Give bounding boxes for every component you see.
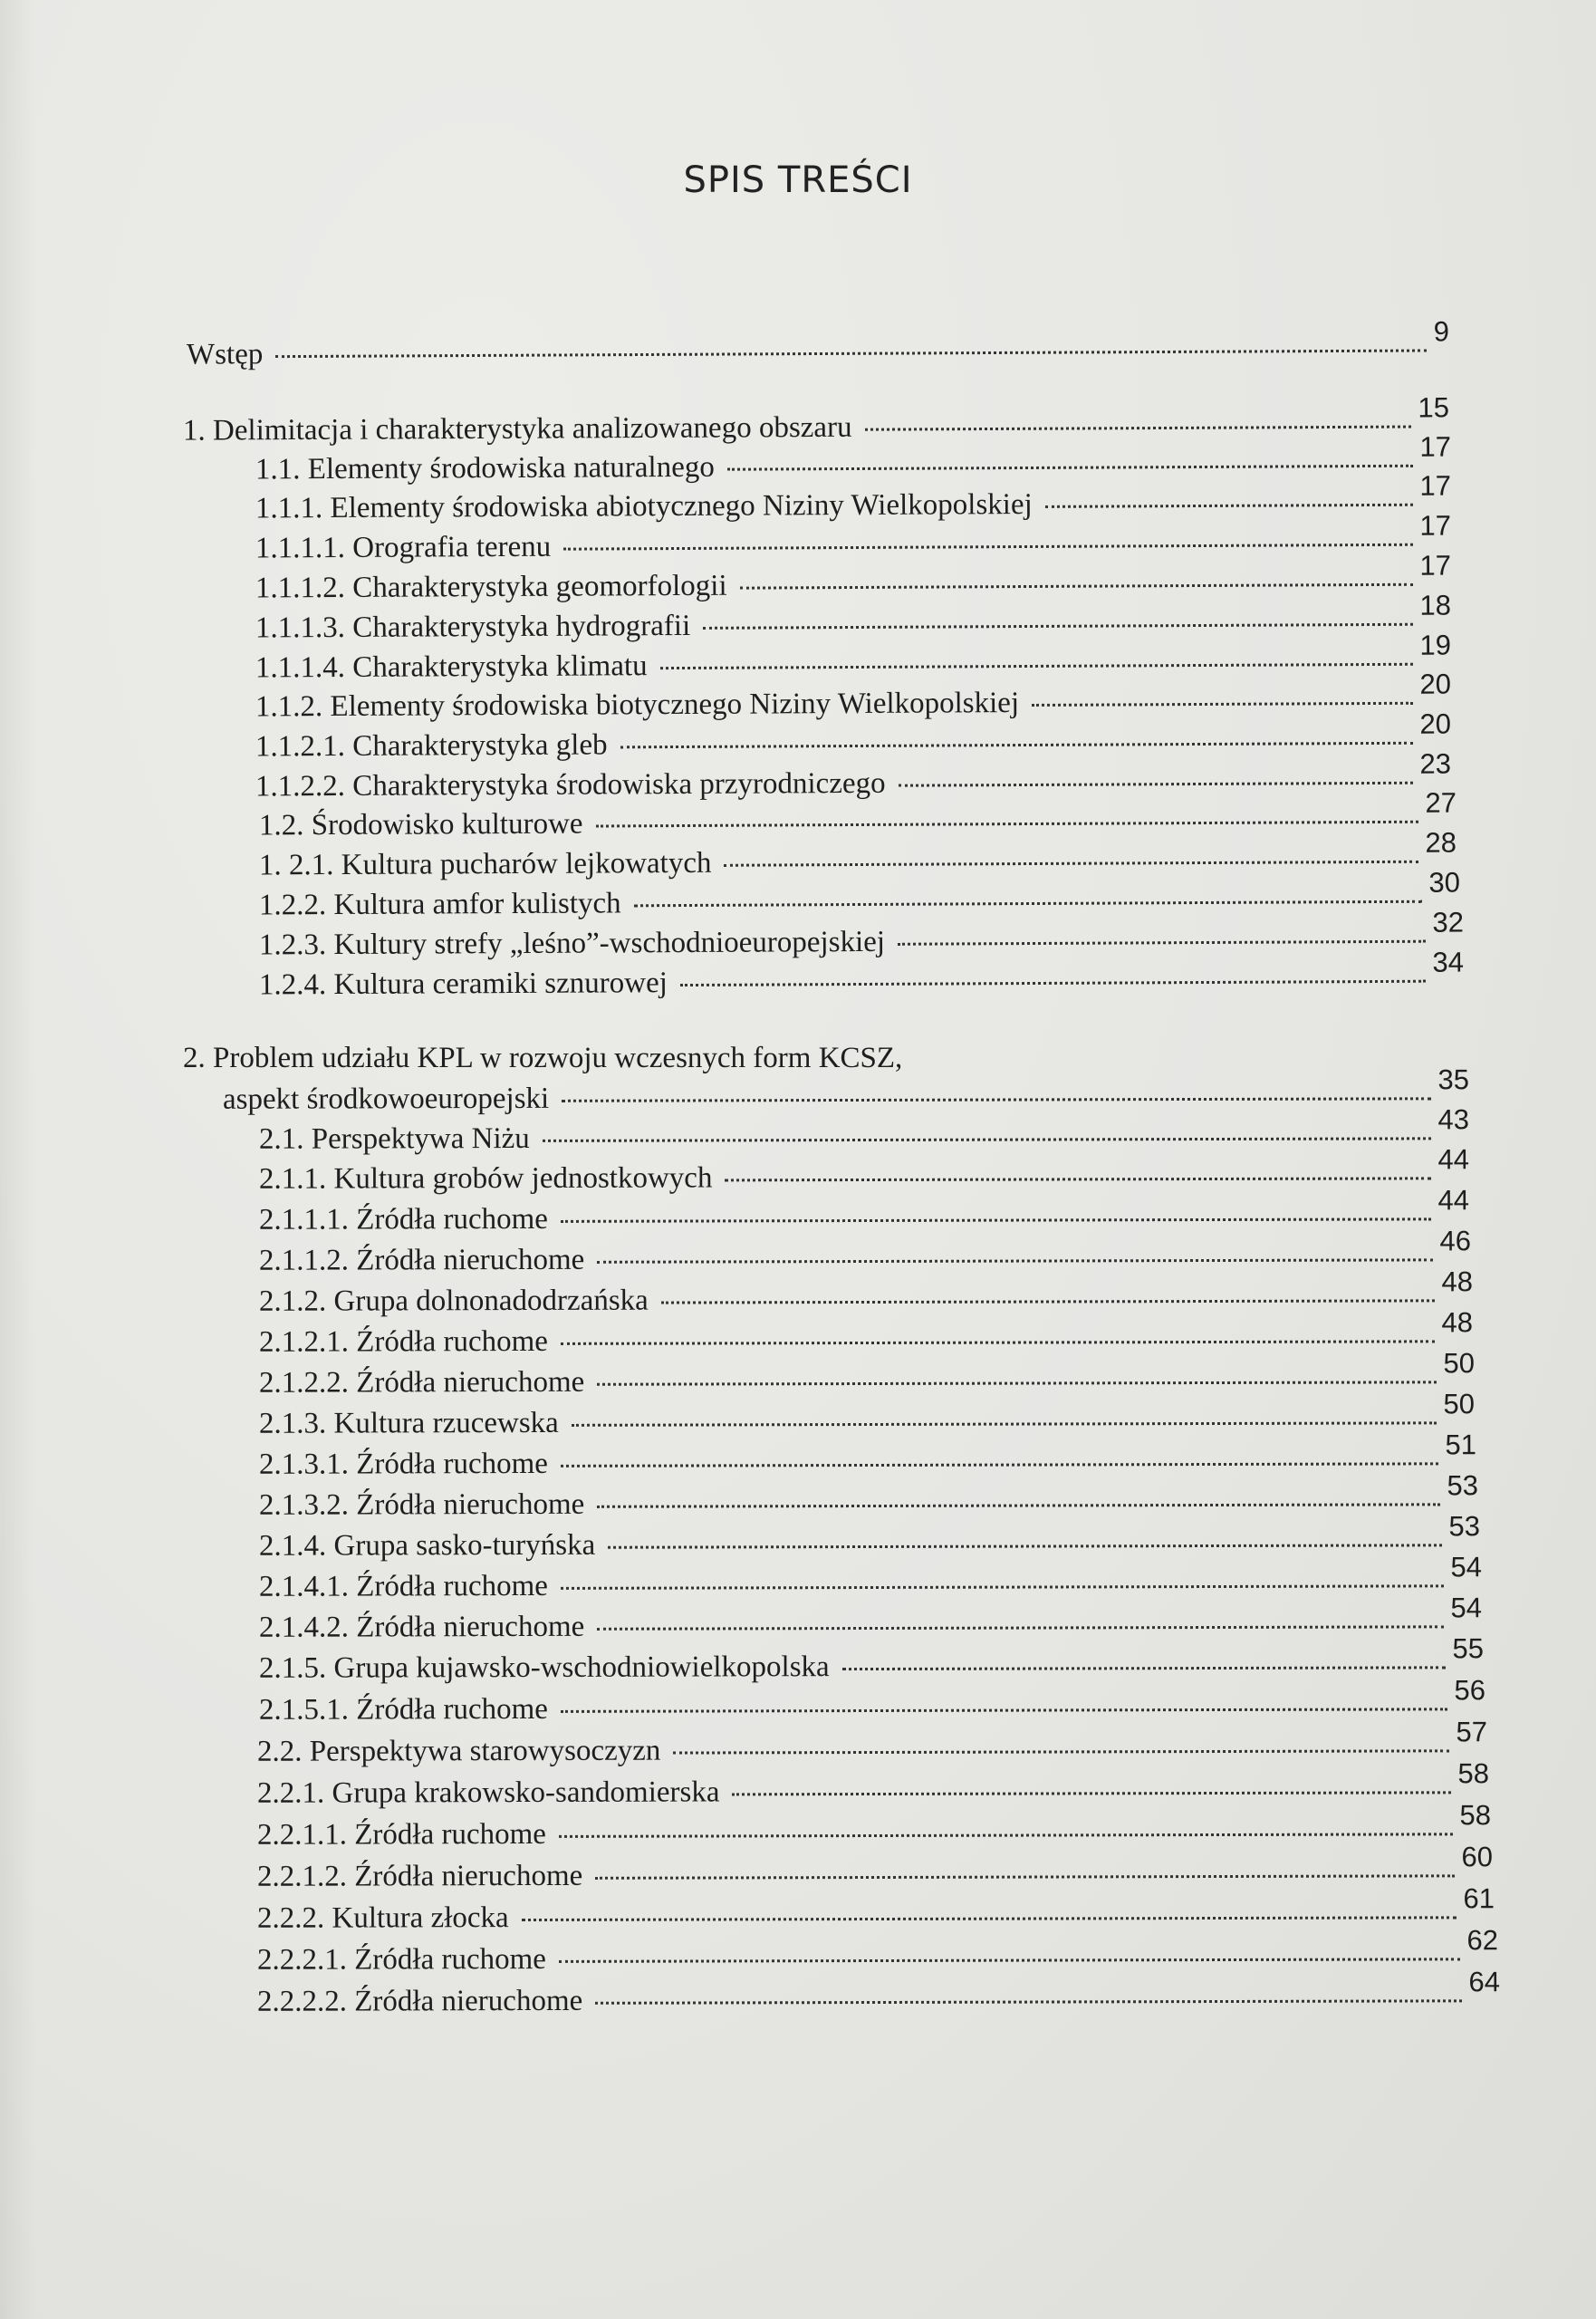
toc-entry <box>255 668 1451 725</box>
toc-entry-label: 2.1.2.1. Źródła ruchome <box>258 1324 548 1359</box>
toc-entry <box>255 747 1451 804</box>
toc-entry <box>258 1674 1485 1727</box>
toc-entry-page: 53 <box>1447 1469 1478 1502</box>
dot-leader <box>597 1503 1439 1507</box>
toc-entry-page: 57 <box>1456 1716 1487 1748</box>
dot-leader <box>562 1097 1430 1102</box>
toc-entry <box>258 946 1464 1003</box>
toc-entry <box>258 1103 1469 1156</box>
dot-leader <box>703 623 1412 630</box>
toc-entry-label: aspekt środkowoeuropejski <box>222 1082 550 1116</box>
toc-entry <box>182 391 1449 447</box>
toc-entry <box>258 1429 1476 1482</box>
dot-leader <box>561 1584 1444 1590</box>
toc-entry-label: 1.1.1.1. Orografia terenu <box>255 530 552 565</box>
toc-entry-page: 48 <box>1441 1306 1473 1339</box>
page-title: SPIS TREŚCI <box>683 159 913 201</box>
dot-leader <box>725 1177 1430 1181</box>
toc-entry <box>258 1510 1480 1564</box>
dot-leader <box>595 1874 1454 1879</box>
toc-entry <box>256 1966 1500 2019</box>
toc-entry-label: 2.1.5.1. Źródła ruchome <box>258 1692 548 1727</box>
dot-leader <box>543 1137 1431 1142</box>
toc-entry <box>258 1469 1478 1523</box>
toc-entry-label: 2.2.1.2. Źródła nieruchome <box>256 1859 583 1893</box>
toc-entry-label: 1.2.2. Kultura amfor kulistych <box>258 887 621 922</box>
toc-entry <box>186 315 1449 371</box>
toc-entry-page: 56 <box>1454 1674 1485 1707</box>
dot-leader <box>660 663 1413 669</box>
dot-leader <box>561 1340 1435 1345</box>
toc-entry <box>255 629 1451 686</box>
toc-entry-label: 2.2.2.2. Źródła nieruchome <box>256 1984 583 2018</box>
dot-leader <box>865 426 1411 431</box>
toc-entry <box>258 1184 1469 1236</box>
toc-entry-label: 2.1. Perspektywa Niżu <box>258 1121 530 1156</box>
toc-entry-label: 1.1.1.4. Charakterystyka klimatu <box>255 650 648 685</box>
toc-entry-label: 2.1.4.1. Źródła ruchome <box>258 1569 548 1603</box>
toc-entry-label: 2.1.1.2. Źródła nieruchome <box>258 1243 585 1277</box>
toc-entry-label: 2.1.3. Kultura rzucewska <box>258 1406 559 1440</box>
toc-entry-label: 1.1.1.3. Charakterystyka hydrografii <box>255 609 691 645</box>
toc-entry-label: 2.2.1. Grupa krakowsko-sandomierska <box>256 1775 720 1810</box>
toc-entry <box>255 549 1451 606</box>
toc-entry-page: 20 <box>1419 668 1451 700</box>
toc-entry-page: 44 <box>1437 1143 1469 1176</box>
dot-leader <box>634 900 1422 908</box>
toc-entry <box>258 826 1457 883</box>
dot-leader <box>661 1299 1435 1304</box>
dot-leader <box>561 1708 1447 1713</box>
dot-leader <box>1045 504 1413 508</box>
toc-entry-label: 1.1.1. Elementy środowiska abiotycznego Niziny Wielkopolskiej <box>255 487 1033 525</box>
toc-entry-label: 2. Problem udziału KPL w rozwoju wczesnych form KCSZ, <box>183 1042 903 1074</box>
toc-entry-page: 58 <box>1459 1799 1491 1832</box>
toc-entry-label: 2.2. Perspektywa starowysoczyzn <box>256 1734 661 1768</box>
toc-entry-label: 2.2.2. Kultura złocka <box>256 1901 509 1935</box>
toc-entry-page: 58 <box>1457 1757 1489 1790</box>
toc-entry-page: 23 <box>1419 747 1451 780</box>
toc-entry-page: 19 <box>1419 629 1451 661</box>
dot-leader <box>596 821 1418 828</box>
toc-entry <box>256 1924 1498 1977</box>
toc-entry-page: 64 <box>1468 1966 1500 1998</box>
toc-entry <box>258 906 1464 963</box>
toc-entry <box>222 1063 1469 1117</box>
dot-leader <box>597 1625 1443 1630</box>
toc-entry-label: 1. Delimitacja i charakterystyka analizowanego obszaru <box>182 410 852 447</box>
toc-entry-label: 2.1.2. Grupa dolnonadodrzańska <box>258 1284 649 1318</box>
dot-leader <box>680 980 1426 986</box>
toc-entry-page: 44 <box>1437 1184 1469 1217</box>
toc-entry-label: 1.1.1.2. Charakterystyka geomorfologii <box>255 569 727 605</box>
toc-entry-page: 50 <box>1443 1388 1475 1420</box>
toc-entry <box>258 1225 1471 1278</box>
toc-entry-page: 35 <box>1437 1063 1469 1096</box>
dot-leader <box>673 1749 1448 1754</box>
toc-entry-label: Wstęp <box>186 338 264 371</box>
toc-entry <box>255 430 1451 487</box>
toc-entry-page: 60 <box>1461 1841 1493 1873</box>
toc-entry-page: 62 <box>1466 1924 1498 1957</box>
toc-entry-page: 61 <box>1463 1882 1495 1915</box>
toc-entry <box>258 786 1457 843</box>
toc-entry-label: 2.2.2.1. Źródła ruchome <box>256 1942 546 1977</box>
dot-leader <box>740 583 1413 590</box>
dot-leader <box>561 1462 1438 1467</box>
toc-entry-page: 54 <box>1450 1551 1482 1583</box>
toc-entry-page: 46 <box>1439 1225 1471 1257</box>
dot-leader <box>732 1791 1450 1795</box>
toc-entry-label: 2.1.4. Grupa sasko-turyńska <box>258 1528 596 1563</box>
toc-entry-label: 2.1.1. Kultura grobów jednostkowych <box>258 1161 713 1196</box>
toc-entry <box>258 1592 1482 1645</box>
toc-entry <box>258 1551 1482 1604</box>
toc-entry-page: 34 <box>1432 946 1464 978</box>
toc-entry <box>258 866 1460 923</box>
toc-entry-page: 18 <box>1419 589 1451 621</box>
toc-entry-label: 1.1. Elementy środowiska naturalnego <box>255 450 715 486</box>
toc-entry-label: 2.1.1.1. Źródła ruchome <box>258 1202 548 1236</box>
toc-entry <box>258 1143 1469 1196</box>
dot-leader <box>275 349 1426 358</box>
toc-entry-page: 54 <box>1450 1592 1482 1624</box>
toc-entry <box>258 1306 1473 1360</box>
toc-entry-label: 1.2. Środowisko kulturowe <box>258 807 583 842</box>
toc-entry <box>256 1882 1495 1936</box>
toc-entry-label: 1.1.2. Elementy środowiska biotycznego Niziny Wielkopolskiej <box>255 687 1020 724</box>
dot-leader <box>559 1958 1460 1963</box>
dot-leader <box>608 1544 1441 1548</box>
toc-entry-label: 2.1.3.2. Źródła nieruchome <box>258 1487 585 1522</box>
toc-entry <box>258 1388 1475 1441</box>
toc-entry-label: 1.2.3. Kultury strefy „leśno”-wschodnioeuropejskiej <box>258 925 886 962</box>
dot-leader <box>597 1258 1432 1263</box>
toc-entry-page: 32 <box>1432 906 1464 938</box>
dot-leader <box>563 544 1412 551</box>
toc-entry-page: 50 <box>1443 1347 1475 1380</box>
dot-leader <box>899 782 1413 787</box>
dot-leader <box>559 1833 1453 1838</box>
toc-entry-page: 51 <box>1445 1429 1476 1461</box>
toc-entry-page: 17 <box>1419 430 1451 463</box>
toc-entry-page: 17 <box>1419 469 1451 502</box>
toc-entry-label: 2.1.4.2. Źródła nieruchome <box>258 1610 585 1644</box>
toc-entry <box>256 1841 1493 1894</box>
dot-leader <box>898 940 1426 946</box>
toc-entry-page: 27 <box>1425 786 1457 819</box>
toc-entry <box>256 1799 1491 1852</box>
toc-entry-page: 20 <box>1419 707 1451 740</box>
toc-entry-label: 2.1.3.1. Źródła ruchome <box>258 1447 548 1481</box>
toc-entry-page: 30 <box>1428 866 1460 899</box>
toc-entry-label: 1.1.2.2. Charakterystyka środowiska przyrodniczego <box>255 766 886 803</box>
dot-leader <box>724 861 1418 867</box>
toc-entry-page: 15 <box>1418 391 1449 424</box>
toc-entry <box>258 1632 1484 1686</box>
toc-entry <box>256 1757 1489 1811</box>
toc-entry-page: 48 <box>1441 1265 1473 1298</box>
toc-entry <box>256 1716 1487 1769</box>
dot-leader <box>1032 702 1412 707</box>
toc-entry-label: 1. 2.1. Kultura pucharów lejkowatych <box>258 846 712 882</box>
toc-entry-label: 2.2.1.1. Źródła ruchome <box>256 1817 546 1852</box>
toc-entry-label: 2.1.2.2. Źródła nieruchome <box>258 1365 585 1400</box>
dot-leader <box>572 1421 1437 1426</box>
toc-entry <box>255 509 1451 566</box>
toc-entry-page: 43 <box>1437 1103 1469 1136</box>
toc-entry <box>183 1042 1089 1075</box>
toc-entry-label: 1.2.4. Kultura ceramiki sznurowej <box>258 967 668 1002</box>
dot-leader <box>522 1916 1457 1921</box>
toc-entry-page: 17 <box>1419 509 1451 542</box>
toc-entry-page: 17 <box>1419 549 1451 582</box>
toc-entry <box>258 1265 1473 1319</box>
dot-leader <box>597 1381 1436 1385</box>
toc-entry <box>258 1347 1475 1400</box>
dot-leader <box>727 465 1413 471</box>
toc-entry-page: 9 <box>1433 315 1449 348</box>
toc-entry-label: 1.1.2.1. Charakterystyka gleb <box>255 728 608 764</box>
dot-leader <box>842 1666 1446 1670</box>
toc-entry-page: 28 <box>1425 826 1457 859</box>
toc-entry-page: 53 <box>1448 1510 1480 1543</box>
toc-entry-page: 55 <box>1452 1632 1484 1665</box>
toc-entry-label: 2.1.5. Grupa kujawsko-wschodniowielkopolska <box>258 1650 830 1685</box>
dot-leader <box>595 1999 1461 2005</box>
toc-entry <box>255 589 1451 646</box>
toc-entry <box>255 469 1451 526</box>
toc-entry <box>255 707 1451 765</box>
dot-leader <box>561 1217 1431 1223</box>
dot-leader <box>620 742 1413 749</box>
